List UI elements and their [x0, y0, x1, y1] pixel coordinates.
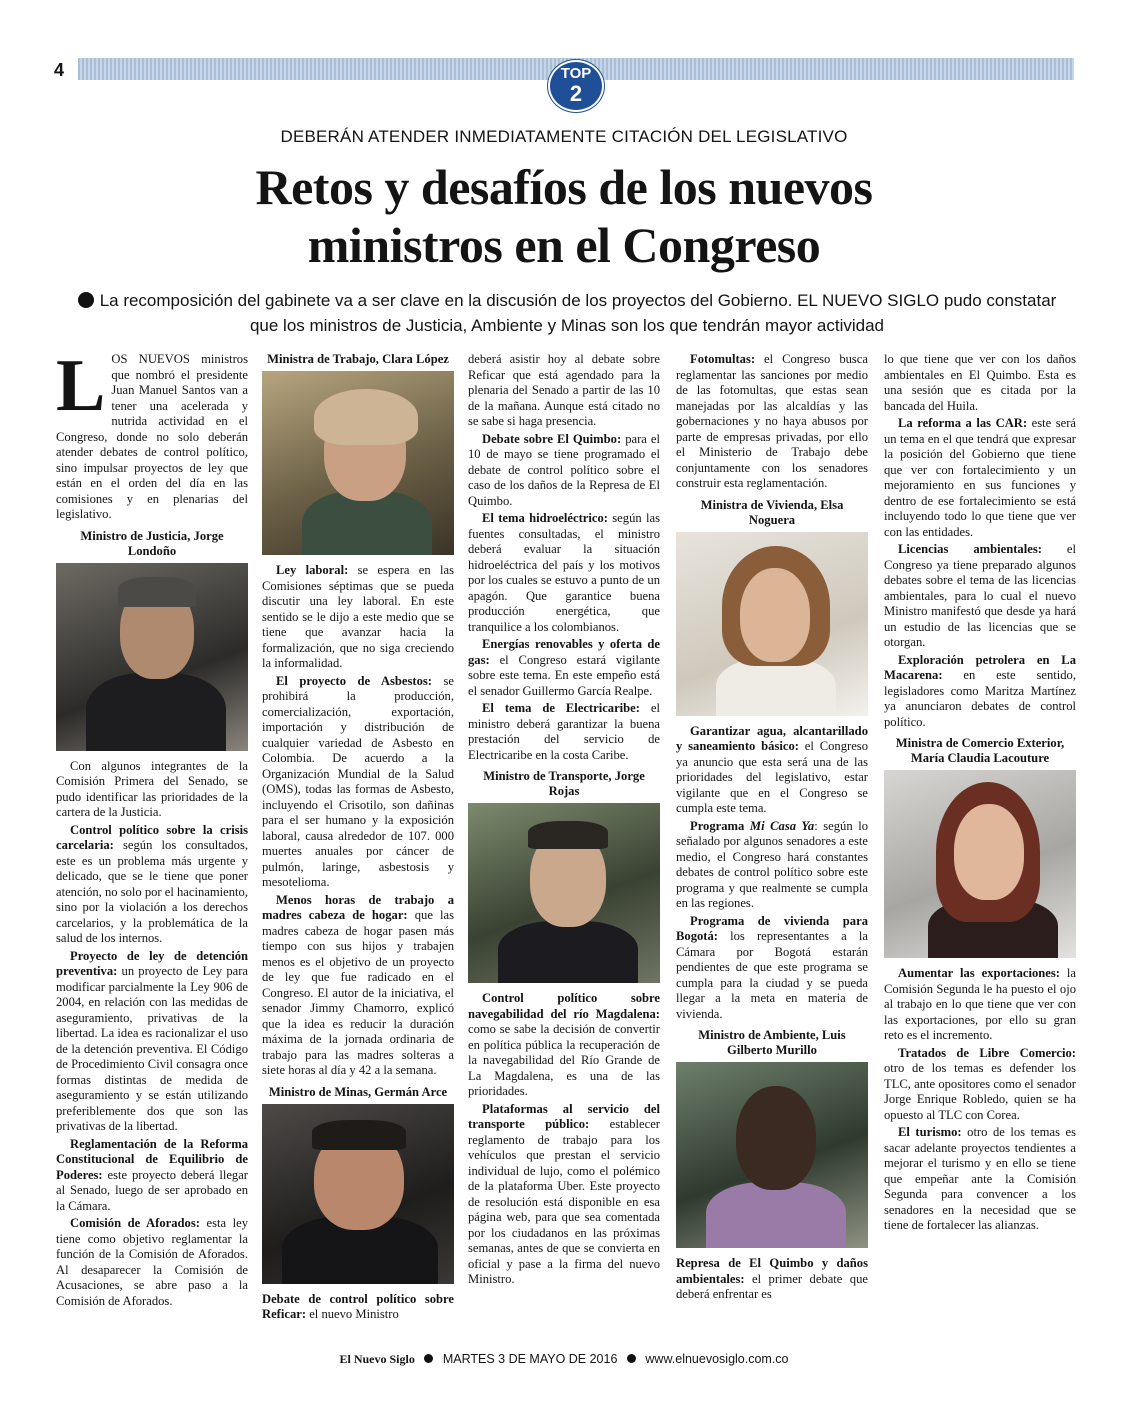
paragraph: Tratados de Libre Comercio: otro de los temas es defender los TLC, ante opositores como el senador Jorge Enrique Robledo, quien se ha opuesto al TLC con Corea.	[884, 1045, 1076, 1122]
paragraph: Control político sobre la crisis carcelaria: según los consultados, este es un problema más urgente y delicado, que se le tiene que poner atención, no solo por el hacinamiento, sino por la violación a los derechos carcelarios, y la problemática de la salud de los internos.	[56, 822, 248, 945]
footer-date: MARTES 3 DE MAYO DE 2016	[442, 1352, 618, 1366]
paragraph: El tema de Electricaribe: el ministro deberá garantizar la buena prestación del servicio de Electricaribe en la costa Caribe.	[468, 701, 660, 762]
page-number: 4	[54, 60, 65, 80]
paragraph: La reforma a las CAR: este será un tema en el que tendrá que expresar la posición del Gobierno que tiene que ver con fortalecimiento y un mejoramiento en sus funciones y dentro de ese fortalecimiento se está incluyendo todo lo que tiene que ver con las entidades.	[884, 416, 1076, 539]
caption-comercio: Ministra de Comercio Exterior, María Claudia Lacouture	[895, 736, 1065, 765]
paragraph: Debate de control político sobre Reficar: el nuevo Ministro	[262, 1291, 454, 1321]
paragraph: Exploración petrolera en La Macarena: en este sentido, legisladores como Maritza Martínez ya anunciaron debates de control político.	[884, 652, 1076, 729]
caption-minas: Ministro de Minas, Germán Arce	[268, 1084, 448, 1099]
caption-justicia: Ministro de Justicia, Jorge Londoño	[80, 528, 224, 558]
drop-cap: L	[56, 345, 106, 427]
bullet-icon	[78, 292, 94, 308]
paragraph: Aumentar las exportaciones: la Comisión Segunda le ha puesto el ojo al trabajo en lo que tiene que ver con las exportaciones, por ello su gran reto es el incremento.	[884, 966, 1077, 1042]
badge-top-label: TOP	[560, 65, 592, 82]
paragraph: Debate sobre El Quimbo: para el 10 de mayo se tiene programado el debate de control político sobre el caso de los daños de la Represa de El Quimbo.	[468, 431, 660, 508]
paragraph: Proyecto de ley de detención preventiva: un proyecto de Ley para modificar parcialmente la Ley 906 de 2004, en relación con las medidas de aseguramiento, privativas de la libertad. La idea es racionalizar el uso de la detención preventiva. El Código de Procedimiento Civil consagra once formas distintas de medida de aseguramiento y se están utilizando preferiblemente dos que son las privativas de la libertad.	[56, 948, 248, 1133]
badge-number: 2	[569, 81, 583, 106]
paragraph: Garantizar agua, alcantarillado y saneamiento básico: el Congreso ya anuncio que esta será una de las prioridades del legislativo, estar vigilante que en el Congreso se cumpla este tema.	[676, 723, 868, 815]
paragraph: Licencias ambientales: el Congreso ya tiene preparado algunos debates sobre el tema de las licencias ambientales, para lo cual el nuevo Ministro manifestó que desde ya hará un estudio de las licencias que se otorgan.	[884, 542, 1076, 649]
paragraph: lo que tiene que ver con los daños ambientales en El Quimbo. Esta es una sesión que es citada por la bancada del Huila.	[884, 352, 1076, 413]
photo-german-arce	[262, 1104, 454, 1284]
paragraph: Programa de vivienda para Bogotá: los representantes a la Cámara por Bogotá estarán pendientes de que este programa se cumpla para la ciudad y se pueda llegar a la meta en materia de vivienda.	[676, 913, 868, 1021]
photo-elsa-noguera	[676, 532, 868, 716]
caption-trabajo: Ministra de Trabajo, Clara López	[267, 352, 449, 366]
paragraph: Represa de El Quimbo y daños ambientales: el primer debate que deberá enfrentar es	[676, 1256, 868, 1301]
lead-paragraph	[72, 288, 1062, 338]
headline-line-1: Retos y desafíos de los nuevos	[255, 159, 873, 215]
photo-jorge-rojas	[468, 803, 660, 983]
paragraph: Fotomultas: el Congreso busca reglamentar las sanciones por medio de las fotomultas, que estas sean manejadas por las alcaldías y las gobernaciones y no haya abusos por parte de empresas privadas, por ello el Ministerio de Trabajo debe conjuntamente con los senadores construir esta reglamentación.	[676, 352, 868, 490]
column-4	[676, 352, 868, 1305]
paragraph: Comisión de Aforados: esta ley tiene como objetivo reglamentar la función de la Comisión de Aforados. Al desaparecer la Comisión de Acusaciones, se abre paso a la Comisión de Aforados.	[56, 1216, 248, 1308]
paragraph: Control político sobre navegabilidad del río Magdalena: como se sabe la decisión de convertir en política pública la recuperación de la navegabilidad del Río Grande de La Magdalena, es una de las prioridades.	[468, 991, 660, 1098]
paragraph: Programa Mi Casa Ya: según lo señalado por algunos senadores a este medio, el Congreso hará constantes debates de control político sobre este programa y que realmente se cumpla en las regiones.	[676, 818, 868, 910]
paragraph: El turismo: otro de los temas es sacar adelante proyectos tendientes a mejorar el turismo y en ello se tiene que empeñar ante la Comisión Segunda para convencer a los senadores en la necesidad que se tiene de fortalecer las alianzas.	[884, 1125, 1076, 1232]
top-badge	[548, 60, 604, 112]
paragraph: Con algunos integrantes de la Comisión Primera del Senado, se pudo identificar las prioridades de la cartera de la Justicia.	[56, 758, 248, 819]
paragraph: El tema hidroeléctrico: según las fuentes consultadas, el ministro deberá evaluar la situación hidroeléctrica del país y los motivos por los cuales se estuvo a punto de un apagón. Que garantice buena producción energética, que tranquilice a los colombianos.	[468, 511, 660, 634]
column-5	[884, 352, 1076, 1236]
headline	[0, 158, 1128, 274]
paragraph: deberá asistir hoy al debate sobre Reficar que está agendado para la plenaria del Senado a partir de las 10 de la mañana. Aunque está citado no se sabe si haga presencia.	[468, 352, 660, 428]
footer-bullet-icon	[424, 1354, 433, 1363]
paragraph: Plataformas al servicio del transporte público: establecer reglamento de trabajo para los vehículos que prestan el servicio individual de lujo, como el polémico de la plataforma Uber. Este proyecto de resolución está disponible en esa página web, para que sea comentada por los ciudadanos en las próximas semanas, antes de que se convierta en oficial y pase a la firma del nuevo Ministro.	[468, 1101, 660, 1286]
footer-brand: El Nuevo Siglo	[339, 1352, 415, 1366]
photo-maria-claudia-lacouture	[884, 770, 1076, 958]
headline-line-2: ministros en el Congreso	[307, 217, 821, 273]
photo-clara-lopez	[262, 371, 454, 555]
paragraph: El proyecto de Asbestos: se prohibirá la producción, comercialización, exportación, importación y distribución de cualquier variedad de Asbesto en Colombia. De acuerdo a la Organización Mundial de la Salud (OMS), todas las formas de Asbesto, incluyendo el Crisotilo, son dañinas para el ser humano y la exposición laboral, causa alrededor de 107. 000 muertes anuales por cáncer de pulmón, laringe, asbestosis y mesotelioma.	[262, 673, 454, 889]
column-3	[468, 352, 660, 1290]
caption-vivienda: Ministra de Vivienda, Elsa Noguera	[700, 497, 844, 527]
column-2	[262, 352, 454, 1325]
footer	[0, 1352, 1128, 1367]
paragraph: Menos horas de trabajo a madres cabeza de hogar: que las madres cabeza de hogar pasen más tiempo con sus hijos y trabajen menos es el objetivo de un proyecto de ley que fue radicado en el Congreso. El autor de la iniciativa, el senador Jimmy Chamorro, explicó que la idea es reducir la duración máxima de la jornada ordinaria de trabajo para las madres solteras a siete horas al día y 42 a la semana.	[262, 892, 454, 1077]
kicker: DEBERÁN ATENDER INMEDIATAMENTE CITACIÓN DEL LEGISLATIVO	[280, 127, 848, 146]
footer-url[interactable]: www.elnuevosiglo.com.co	[645, 1352, 789, 1366]
footer-bullet-icon	[627, 1354, 636, 1363]
intro-paragraph: LOS NUEVOS ministros que nombró el presidente Juan Manuel Santos van a tener una acelerada y nutrida actividad en el Congreso, donde no solo deberán atender debates de control político, sino impulsar proyectos de ley que están en el orden del día en las comisiones y en plenarias del legislativo.	[56, 345, 248, 521]
photo-jorge-londono	[56, 563, 248, 751]
caption-transporte: Ministro de Transporte, Jorge Rojas	[483, 769, 645, 798]
caption-ambiente: Ministro de Ambiente, Luis Gilberto Murillo	[698, 1028, 846, 1057]
paragraph: Reglamentación de la Reforma Constitucional de Equilibrio de Poderes: este proyecto deberá llegar al Senado, luego de ser aprobado en la Cámara.	[56, 1136, 248, 1213]
column-1	[56, 345, 248, 1311]
paragraph: Energías renovables y oferta de gas: el Congreso estará vigilante sobre este tema. En este empeño está el senador Guillermo García Realpe.	[468, 637, 660, 698]
paragraph: Ley laboral: se espera en las Comisiones séptimas que se pueda discutir una ley laboral. En este sentido se le dijo a este medio que se tiene que avanzar hacia la formalización, que no siga creciendo la informalidad.	[262, 563, 454, 670]
photo-luis-gilberto-murillo	[676, 1062, 868, 1248]
lead-text: La recomposición del gabinete va a ser clave en la discusión de los proyectos del Gobierno. EL NUEVO SIGLO pudo constatar que los ministros de Justicia, Ambiente y Minas son los que tendrán mayor actividad	[99, 291, 1057, 335]
